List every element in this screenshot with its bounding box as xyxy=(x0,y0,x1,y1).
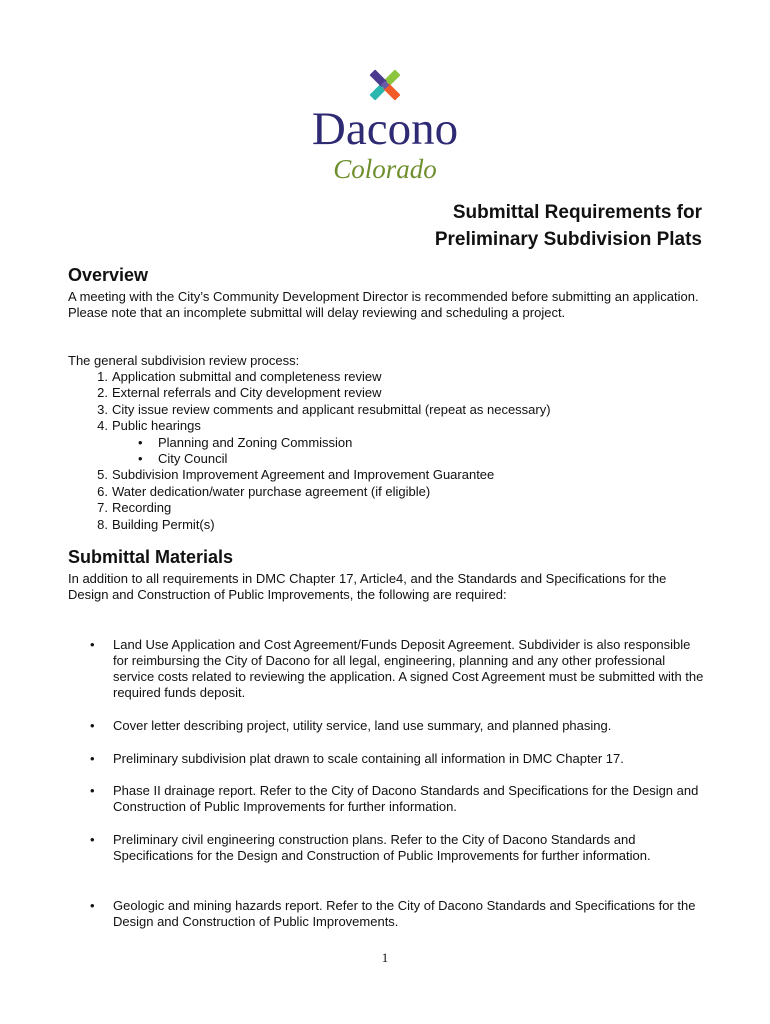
sub-list-item: • Planning and Zoning Commission xyxy=(138,434,353,450)
bullet-icon: • xyxy=(90,783,95,798)
bullet-icon: • xyxy=(90,898,95,913)
page-number: 1 xyxy=(381,950,389,965)
bullet-icon: • xyxy=(90,718,95,733)
sub-list-item: • City Council xyxy=(138,450,228,466)
review-process-list xyxy=(68,369,708,533)
list-item: 5. Subdivision Improvement Agreement and Improvement Guarantee xyxy=(97,467,495,483)
document-title xyxy=(435,199,702,253)
overview-paragraph: A meeting with the City’s Community Development Director is recommended before submitting an application. Please note that an incomplete submittal will delay reviewing and scheduling a project. xyxy=(68,289,699,320)
bullet-icon: • xyxy=(90,751,95,766)
logo-wordmark: Dacono xyxy=(311,103,459,155)
list-item: 3. City issue review comments and applicant resubmittal (repeat as necessary) xyxy=(97,401,551,417)
list-item: 8. Building Permit(s) xyxy=(97,516,215,532)
bullet-icon: • xyxy=(138,434,143,450)
dacono-x-mark-icon xyxy=(366,66,404,104)
overview-heading: Overview xyxy=(68,265,149,285)
list-item: 2. External referrals and City development review xyxy=(97,385,382,401)
bullet-icon: • xyxy=(90,832,95,847)
list-item: 6. Water dedication/water purchase agreement (if eligible) xyxy=(97,483,431,499)
process-intro: The general subdivision review process: xyxy=(68,353,300,368)
title-line-1: Submittal Requirements for xyxy=(452,202,702,223)
list-item: 1. Application submittal and completeness review xyxy=(97,369,382,384)
list-item: 4. Public hearings xyxy=(97,418,201,434)
materials-intro: In addition to all requirements in DMC Chapter 17, Article4, and the Standards and Specifications for the Design and Construction of Public Improvements, the following are required: xyxy=(68,571,667,602)
list-item: 7. Recording xyxy=(97,500,172,516)
title-line-2: Preliminary Subdivision Plats xyxy=(434,229,702,250)
dacono-logo xyxy=(300,66,470,186)
materials-heading: Submittal Materials xyxy=(68,547,234,567)
bullet-icon: • xyxy=(138,450,143,466)
bullet-icon: • xyxy=(90,637,95,652)
logo-subtitle: Colorado xyxy=(333,154,437,184)
